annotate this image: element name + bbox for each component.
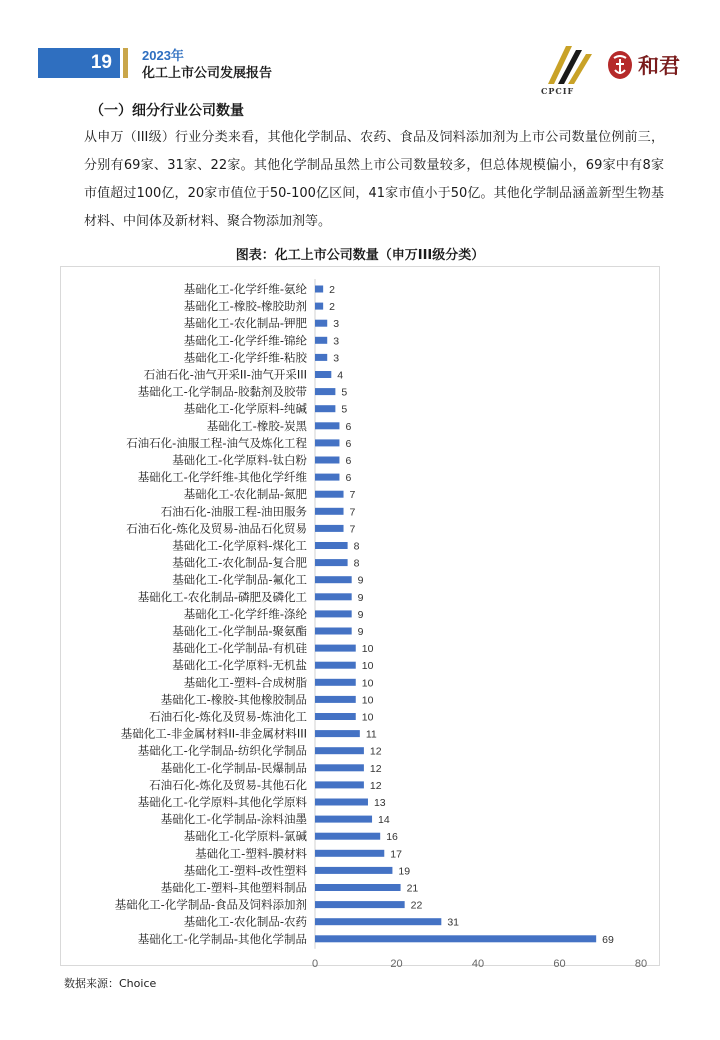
data-label: 69 xyxy=(602,933,614,946)
bar xyxy=(315,628,352,635)
data-label: 8 xyxy=(353,557,360,570)
bar xyxy=(315,491,344,498)
page-number-accent-bar xyxy=(123,48,128,78)
bar xyxy=(315,610,352,617)
data-label: 8 xyxy=(353,540,360,553)
bar xyxy=(315,542,348,549)
bar xyxy=(315,405,335,412)
bar xyxy=(315,371,331,378)
bar xyxy=(315,884,401,891)
data-source: 数据来源：Choice xyxy=(64,977,157,990)
x-tick-label: 20 xyxy=(390,957,403,967)
data-label: 31 xyxy=(447,916,460,929)
bar xyxy=(315,901,405,908)
category-label: 基础化工-塑料-其他塑料制品 xyxy=(160,880,307,895)
category-label: 基础化工-橡胶-橡胶助剂 xyxy=(183,299,307,314)
data-label: 11 xyxy=(365,728,377,741)
data-label: 12 xyxy=(369,762,382,775)
bar xyxy=(315,781,364,788)
category-label: 基础化工-化学制品-聚氨酯 xyxy=(172,624,307,638)
bar xyxy=(315,286,323,293)
bar xyxy=(315,764,364,771)
category-label: 基础化工-塑料-合成树脂 xyxy=(183,675,307,690)
data-label: 5 xyxy=(341,403,348,416)
data-label: 6 xyxy=(345,455,352,467)
bar xyxy=(315,303,323,310)
category-label: 基础化工-化学纤维-氨纶 xyxy=(183,282,307,296)
bar xyxy=(315,816,372,823)
cpcif-logo-text: CPCIF xyxy=(541,86,575,96)
category-label: 基础化工-化学原料-氯碱 xyxy=(183,829,307,844)
data-label: 6 xyxy=(345,472,352,485)
category-label: 石油石化-油气开采II-油气开采III xyxy=(143,367,307,382)
bar xyxy=(315,474,339,481)
chart-frame xyxy=(60,266,660,966)
bar xyxy=(315,679,356,686)
category-label: 石油石化-油服工程-油田服务 xyxy=(160,504,307,519)
category-label: 基础化工-化学原料-无机盐 xyxy=(172,658,307,673)
data-label: 10 xyxy=(361,677,374,690)
x-tick-label: 60 xyxy=(553,957,566,967)
page-header xyxy=(0,40,720,96)
category-label: 基础化工-非金属材料II-非金属材料III xyxy=(120,726,307,741)
data-label: 9 xyxy=(357,591,364,604)
bar xyxy=(315,422,339,429)
bar xyxy=(315,388,335,395)
category-label: 基础化工-化学制品-涂料油墨 xyxy=(160,812,307,827)
category-label: 基础化工-农化制品-氮肥 xyxy=(183,487,307,502)
bar xyxy=(315,320,327,327)
data-label: 12 xyxy=(369,745,382,758)
bar xyxy=(315,457,339,464)
hejun-logo-text: 和君 xyxy=(638,53,680,78)
bar xyxy=(315,696,356,703)
bar xyxy=(315,645,356,652)
data-label: 3 xyxy=(333,352,340,365)
x-tick-label: 80 xyxy=(634,957,648,967)
category-label: 基础化工-化学纤维-锦纶 xyxy=(183,333,307,348)
data-label: 9 xyxy=(357,608,364,621)
bar xyxy=(315,593,352,600)
bar xyxy=(315,747,364,754)
data-label: 13 xyxy=(373,797,386,809)
data-label: 21 xyxy=(406,882,419,895)
bar xyxy=(315,799,368,806)
data-label: 14 xyxy=(378,814,390,827)
category-label: 基础化工-农化制品-磷肥及磷化工 xyxy=(137,589,307,604)
category-label: 石油石化-炼化及贸易-油品石化贸易 xyxy=(126,521,307,536)
bar xyxy=(315,337,327,344)
category-label: 基础化工-化学制品-其他化学制品 xyxy=(137,931,307,946)
bar xyxy=(315,935,596,942)
data-label: 2 xyxy=(329,301,335,314)
body-paragraph: 从申万（III级）行业分类来看，其他化学制品、农药、食品及饲料添加剂为上市公司数量位例前三，分别有69家、31家、22家。其他化学制品虽然上市公司数量较多，但总体规模偏小，69家中有8家市值超过100亿，20家市值位于50-100亿区间，41家市值小于50亿。其他化学制品涵盖新型生物基材料、中间体及新材料、聚合物添加剂等。 xyxy=(84,130,664,229)
category-label: 基础化工-化学制品-有机硅 xyxy=(172,641,307,656)
data-label: 10 xyxy=(361,694,374,707)
category-label: 基础化工-化学原料-纯碱 xyxy=(183,401,307,416)
category-label: 基础化工-化学纤维-粘胶 xyxy=(183,350,307,365)
data-label: 5 xyxy=(341,386,348,399)
category-label: 基础化工-化学制品-食品及饲料添加剂 xyxy=(114,897,307,912)
bar xyxy=(315,730,360,737)
category-label: 基础化工-橡胶-炭黑 xyxy=(206,418,307,433)
bar xyxy=(315,662,356,669)
section-title: （一）细分行业公司数量 xyxy=(90,103,244,119)
category-label: 基础化工-化学原料-其他化学原料 xyxy=(137,795,307,809)
category-label: 基础化工-橡胶-其他橡胶制品 xyxy=(160,692,307,707)
data-label: 10 xyxy=(361,643,374,656)
data-label: 7 xyxy=(349,506,356,519)
category-label: 基础化工-化学制品-氟化工 xyxy=(172,572,307,587)
bar xyxy=(315,559,348,566)
data-label: 16 xyxy=(386,831,398,844)
data-label: 3 xyxy=(333,318,340,331)
category-label: 基础化工-化学制品-纺织化学制品 xyxy=(137,743,307,758)
data-label: 2 xyxy=(329,284,335,296)
data-label: 19 xyxy=(398,865,411,878)
bar xyxy=(315,918,441,925)
category-label: 基础化工-化学原料-煤化工 xyxy=(172,538,307,553)
category-label: 基础化工-化学纤维-其他化学纤维 xyxy=(137,470,307,485)
bar xyxy=(315,850,384,857)
category-label: 基础化工-化学制品-民爆制品 xyxy=(160,760,307,775)
bar xyxy=(315,713,356,720)
data-label: 6 xyxy=(345,437,352,450)
data-label: 10 xyxy=(361,711,374,724)
category-label: 基础化工-农化制品-复合肥 xyxy=(172,555,307,570)
report-year: 2023年 xyxy=(142,48,184,63)
category-label: 基础化工-塑料-改性塑料 xyxy=(183,863,307,878)
data-label: 7 xyxy=(349,489,356,502)
data-label: 7 xyxy=(349,523,356,536)
bar xyxy=(315,354,327,361)
data-label: 12 xyxy=(369,779,382,792)
x-tick-label: 40 xyxy=(471,957,485,967)
category-label: 基础化工-化学纤维-涤纶 xyxy=(183,606,307,621)
data-label: 9 xyxy=(357,626,364,638)
category-label: 基础化工-农化制品-农药 xyxy=(183,914,307,929)
data-label: 6 xyxy=(345,420,352,433)
data-label: 3 xyxy=(333,335,340,348)
data-label: 10 xyxy=(361,660,374,673)
category-label: 基础化工-化学原料-钛白粉 xyxy=(172,453,307,467)
bar xyxy=(315,525,344,532)
x-tick-label: 0 xyxy=(311,957,319,967)
page-number: 19 xyxy=(38,48,120,78)
data-label: 9 xyxy=(357,574,364,587)
bar xyxy=(315,439,339,446)
category-label: 基础化工-农化制品-钾肥 xyxy=(183,316,307,331)
bar xyxy=(315,833,380,840)
category-label: 石油石化-炼化及贸易-炼油化工 xyxy=(149,709,307,724)
cpcif-logo-icon xyxy=(538,40,598,90)
bar-chart xyxy=(61,267,661,967)
category-label: 基础化工-化学制品-胶黏剂及胶带 xyxy=(137,384,307,399)
category-label: 基础化工-塑料-膜材料 xyxy=(195,846,307,861)
chart-title: 图表：化工上市公司数量（申万III级分类） xyxy=(235,248,485,263)
category-label: 石油石化-油服工程-油气及炼化工程 xyxy=(126,435,307,450)
bar xyxy=(315,867,392,874)
bar xyxy=(315,508,344,515)
report-title: 化工上市公司发展报告 xyxy=(142,66,273,81)
category-label: 石油石化-炼化及贸易-其他石化 xyxy=(149,777,307,792)
data-label: 17 xyxy=(390,848,402,861)
bar xyxy=(315,576,352,583)
data-label: 22 xyxy=(410,899,423,912)
data-label: 4 xyxy=(337,369,344,382)
